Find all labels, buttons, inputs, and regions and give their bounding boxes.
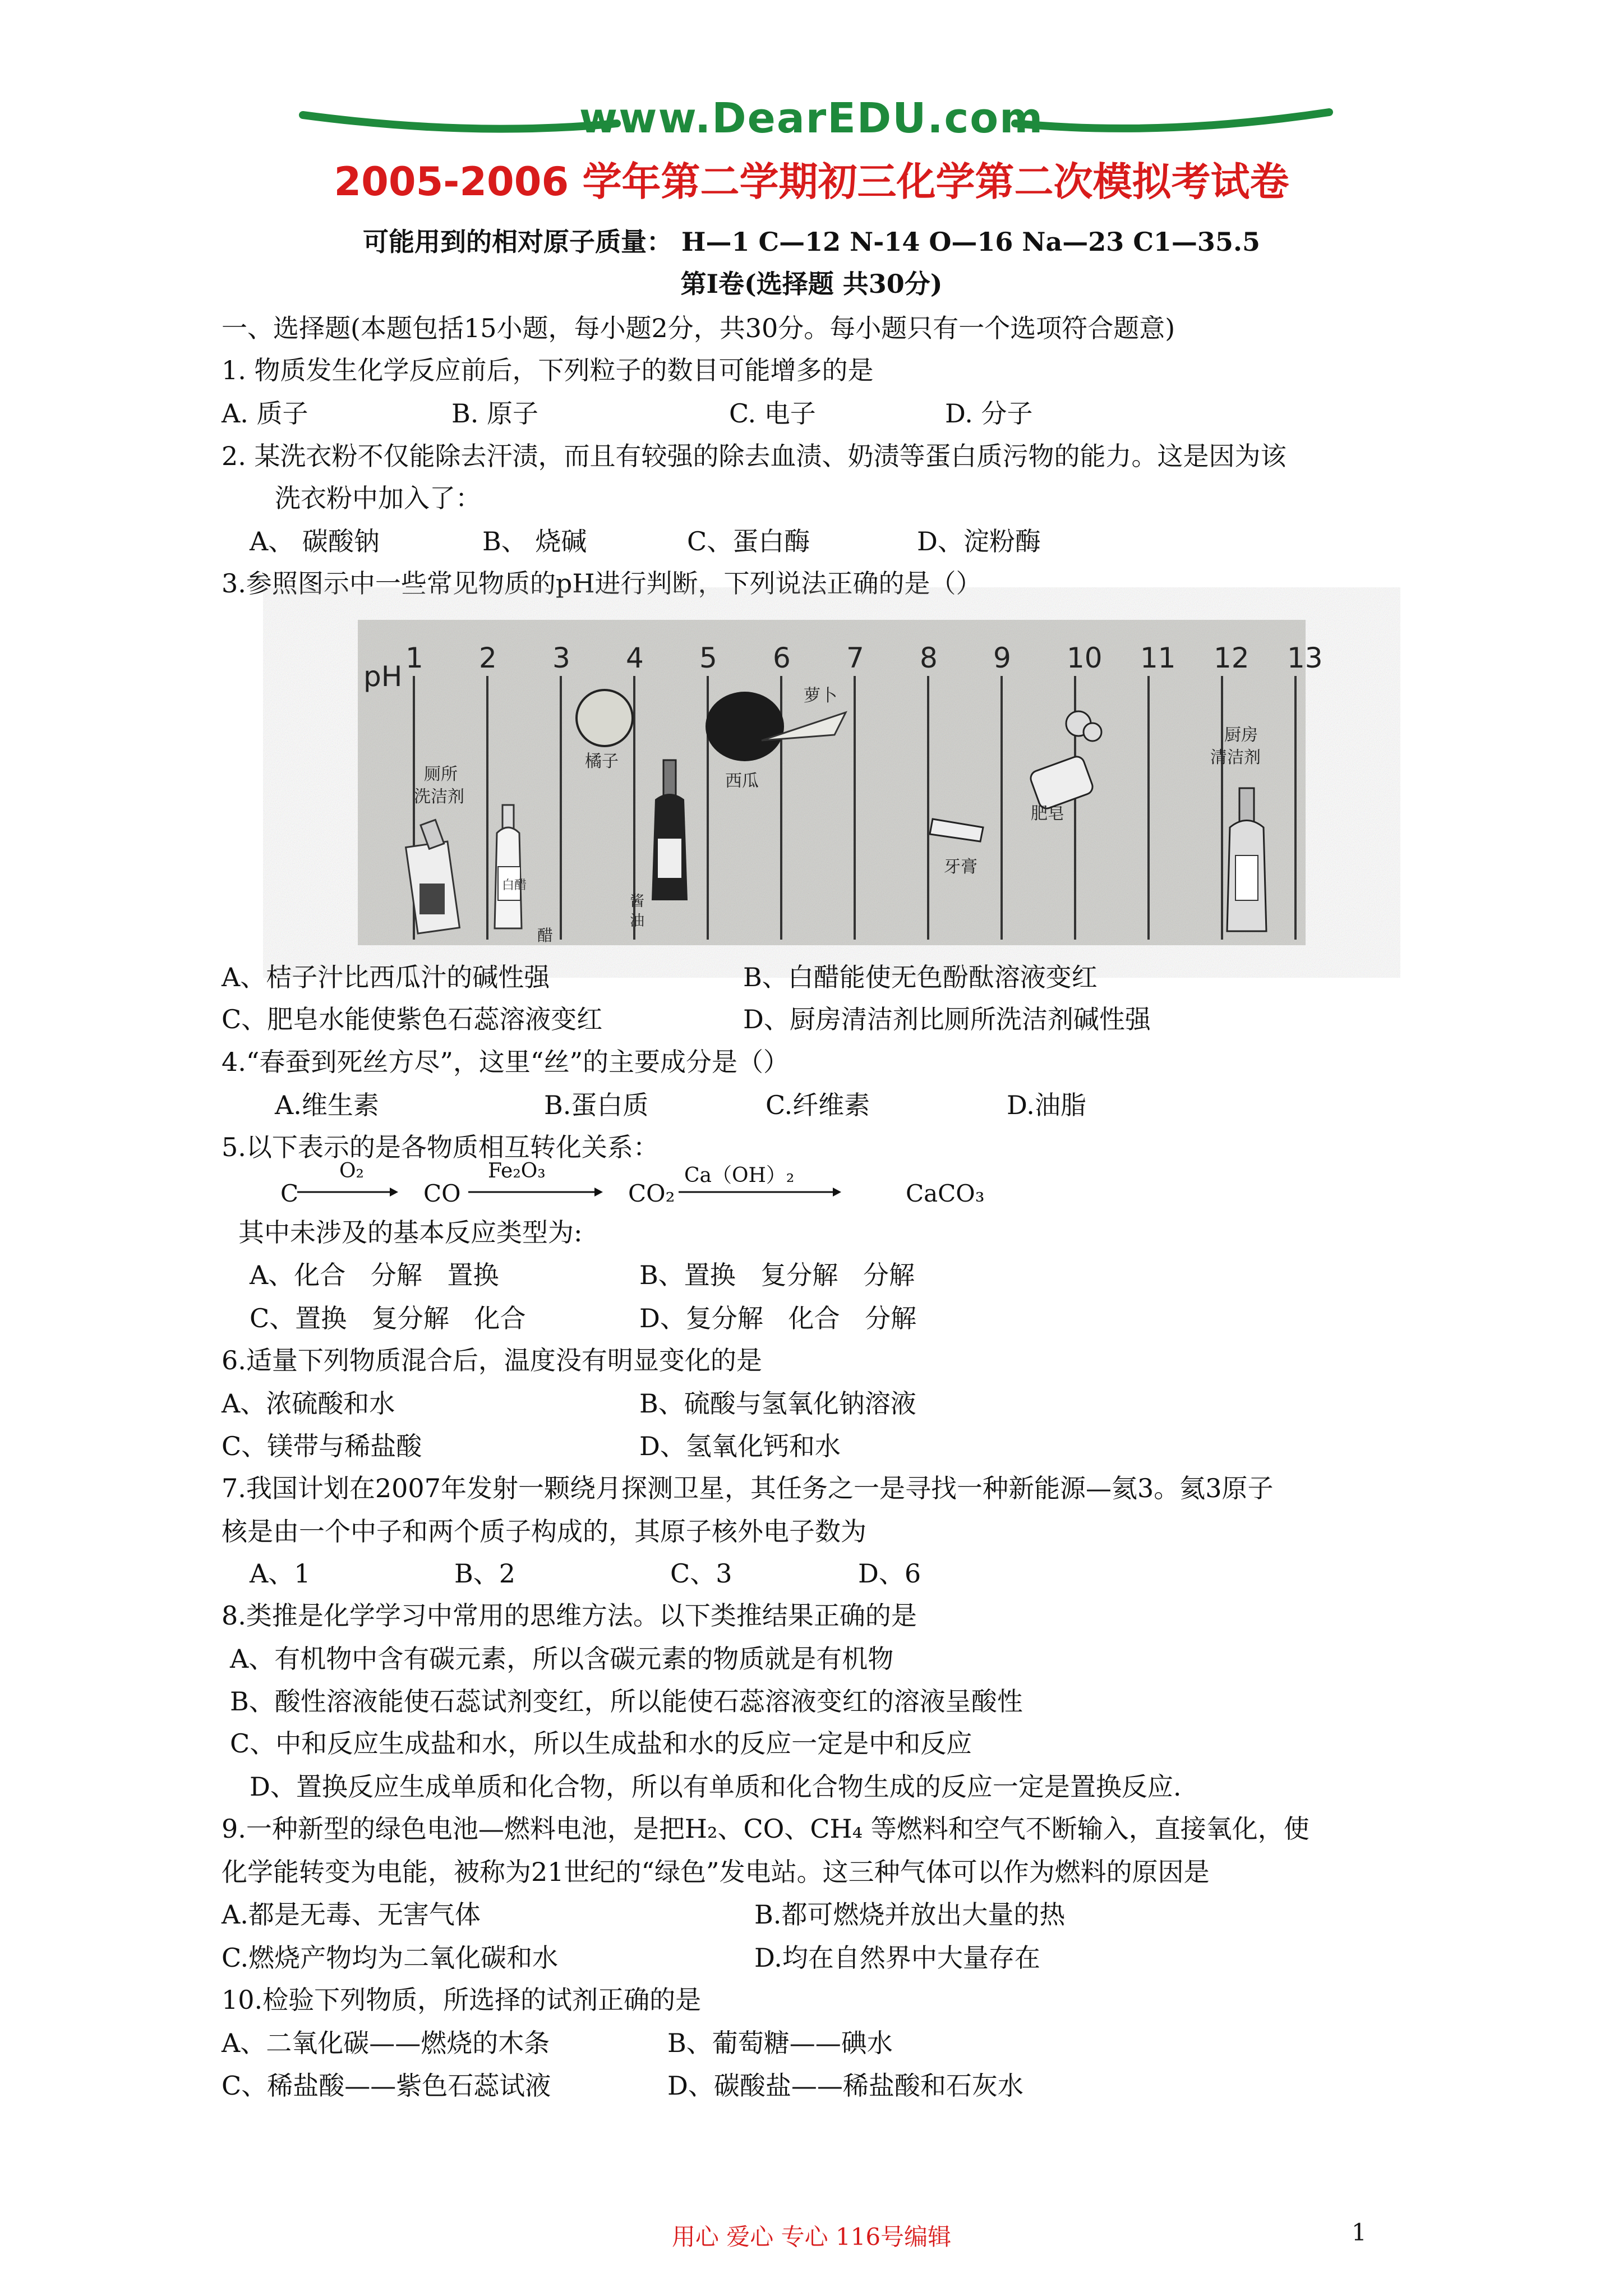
orange-label: 橘子 (585, 752, 619, 771)
q7-option-d: D、6 (858, 1558, 921, 1589)
chain-c: C (280, 1180, 299, 1207)
q1-option-a: A. 质子 (222, 398, 308, 429)
site-logo: www.DearEDU.com (579, 94, 1044, 142)
exam-title: 2005-2006 学年第二学期初三化学第二次模拟考试卷 (334, 159, 1289, 205)
section-heading: 一、选择题(本题包括15小题，每小题2分，共30分。每小题只有一个选项符合题意) (222, 313, 1175, 343)
reaction-chain (280, 1159, 1038, 1214)
q8-option-a: A、有机物中含有碳元素，所以含碳元素的物质就是有机物 (230, 1644, 894, 1674)
ph-tick-2: 2 (479, 642, 497, 674)
ph-tick-9: 9 (993, 642, 1011, 674)
page-footer: 用心 爱心 专心 116号编辑 (671, 2223, 952, 2251)
q5-option-a: A、化合 分解 置换 (250, 1260, 499, 1290)
q10-option-a: A、二氧化碳——燃烧的木条 (222, 2028, 550, 2058)
q10-option-b: B、葡萄糖——碘水 (667, 2028, 893, 2058)
toilet-cleaner-label-1: 厕所 (424, 765, 458, 784)
q10-option-c: C、稀盐酸——紫色石蕊试液 (222, 2070, 551, 2101)
chain-co: CO (423, 1180, 461, 1207)
toothpaste-label: 牙膏 (944, 857, 978, 877)
q6-option-a: A、浓硫酸和水 (222, 1388, 395, 1419)
chain-co2: CO₂ (628, 1180, 675, 1207)
q6-option-b: B、硫酸与氢氧化钠溶液 (639, 1388, 916, 1419)
ph-tick-6: 6 (773, 642, 791, 674)
q4-option-a: A.维生素 (275, 1090, 379, 1120)
q3-option-a: A、桔子汁比西瓜汁的碱性强 (222, 962, 550, 992)
q3-option-c: C、肥皂水能使紫色石蕊溶液变红 (222, 1004, 603, 1034)
q5-option-d: D、复分解 化合 分解 (639, 1303, 917, 1333)
ph-tick-4: 4 (626, 642, 644, 674)
chain-caco3: CaCO₃ (906, 1180, 985, 1207)
q9-stem-line2: 化学能转变为电能，被称为21世纪的“绿色”发电站。这三种气体可以作为燃料的原因是 (222, 1857, 1210, 1887)
ph-tick-8: 8 (920, 642, 938, 674)
soy-label-2: 油 (630, 913, 645, 930)
radish-label: 萝卜 (804, 686, 837, 706)
watermelon-icon (706, 692, 784, 761)
chain-caoh2: Ca（OH）₂ (684, 1164, 795, 1187)
arrow-1 (297, 1186, 398, 1198)
q3-option-d: D、厨房清洁剂比厕所洗洁剂碱性强 (743, 1004, 1151, 1034)
q2-option-a: A、 碳酸钠 (250, 526, 380, 556)
q1-option-d: D. 分子 (945, 398, 1033, 429)
part-title: 第Ⅰ卷(选择题 共30分) (680, 269, 943, 299)
q6-option-c: C、镁带与稀盐酸 (222, 1431, 422, 1461)
q7-option-a: A、1 (250, 1558, 311, 1589)
q1-stem: 1. 物质发生化学反应前后，下列粒子的数目可能增多的是 (222, 355, 874, 385)
soy-label-1: 酱 (630, 893, 645, 910)
toilet-cleaner-label-2: 洗洁剂 (414, 787, 464, 807)
q3-stem: 3.参照图示中一些常见物质的pH进行判断，下列说法正确的是（） (222, 568, 982, 599)
q8-option-d: D、置换反应生成单质和化合物，所以有单质和化合物生成的反应一定是置换反应. (250, 1772, 1182, 1802)
q7-option-c: C、3 (670, 1558, 732, 1589)
q1-option-c: C. 电子 (729, 398, 816, 429)
ph-tick-11: 11 (1140, 642, 1176, 674)
ph-tick-3: 3 (552, 642, 570, 674)
q2-option-b: B、 烧碱 (482, 526, 587, 556)
kitchen-label-1: 厨房 (1224, 725, 1258, 745)
soap-label: 肥皂 (1031, 804, 1064, 823)
q10-option-d: D、碳酸盐——稀盐酸和石灰水 (667, 2070, 1023, 2101)
q2-stem-line1: 2. 某洗衣粉不仅能除去汗渍，而且有较强的除去血渍、奶渍等蛋白质污物的能力。这是因为该 (222, 441, 1287, 471)
q5-stem: 5.以下表示的是各物质相互转化关系： (222, 1132, 659, 1162)
ph-tick-5: 5 (699, 642, 717, 674)
q9-option-c: C.燃烧产物均为二氧化碳和水 (222, 1943, 559, 1973)
q4-option-d: D.油脂 (1007, 1090, 1086, 1120)
ph-tick-10: 10 (1067, 642, 1103, 674)
atomic-masses: 可能用到的相对原子质量： H—1 C—12 N-14 O—16 Na—23 C1—35.5 (363, 227, 1260, 257)
q9-stem-line1: 9.一种新型的绿色电池—燃料电池，是把H₂、CO、CH₄ 等燃料和空气不断输入，直接氧化，使 (222, 1814, 1310, 1844)
q2-option-c: C、蛋白酶 (687, 526, 810, 556)
q5-option-c: C、置换 复分解 化合 (250, 1303, 526, 1333)
q10-stem: 10.检验下列物质，所选择的试剂正确的是 (222, 1985, 702, 2015)
q9-option-d: D.均在自然界中大量存在 (754, 1943, 1040, 1973)
arrow-2 (468, 1186, 603, 1198)
chain-fe2o3: Fe₂O₃ (488, 1159, 546, 1182)
kitchen-label-2: 清洁剂 (1210, 748, 1261, 767)
q4-option-b: B.蛋白质 (544, 1090, 649, 1120)
chain-o2: O₂ (339, 1159, 364, 1182)
ph-figure (358, 620, 1323, 945)
q9-option-b: B.都可燃烧并放出大量的热 (754, 1899, 1066, 1930)
q2-option-d: D、淀粉酶 (917, 526, 1041, 556)
watermelon-label: 西瓜 (725, 771, 759, 791)
q5-substem: 其中未涉及的基本反应类型为: (238, 1217, 583, 1248)
ph-tick-1: 1 (405, 642, 423, 674)
q7-option-b: B、2 (454, 1558, 516, 1589)
q4-option-c: C.纤维素 (766, 1090, 870, 1120)
q5-option-b: B、置换 复分解 分解 (639, 1260, 915, 1290)
svg-text:白醋: 白醋 (502, 878, 527, 892)
q8-option-c: C、中和反应生成盐和水，所以生成盐和水的反应一定是中和反应 (230, 1728, 972, 1759)
q9-option-a: A.都是无毒、无害气体 (222, 1899, 481, 1930)
ph-tick-12: 12 (1214, 642, 1249, 674)
q1-option-b: B. 原子 (451, 398, 539, 429)
q7-stem-line2: 核是由一个中子和两个质子构成的，其原子核外电子数为 (222, 1516, 866, 1547)
vinegar-label: 醋 (537, 926, 554, 945)
q3-option-b: B、白醋能使无色酚酞溶液变红 (743, 962, 1098, 992)
arrow-3 (679, 1186, 841, 1198)
q8-option-b: B、酸性溶液能使石蕊试剂变红，所以能使石蕊溶液变红的溶液呈酸性 (230, 1686, 1023, 1717)
q6-stem: 6.适量下列物质混合后，温度没有明显变化的是 (222, 1345, 762, 1375)
ph-label: pH (363, 660, 403, 693)
q7-stem-line1: 7.我国计划在2007年发射一颗绕月探测卫星，其任务之一是寻找一种新能源—氦3。氦3原子 (222, 1473, 1274, 1503)
q4-stem: 4.“春蚕到死丝方尽”，这里“丝”的主要成分是（） (222, 1047, 789, 1077)
q2-stem-line2: 洗衣粉中加入了： (275, 483, 481, 513)
q6-option-d: D、氢氧化钙和水 (639, 1431, 841, 1461)
page-number: 1 (1352, 2219, 1367, 2246)
ph-tick-13: 13 (1287, 642, 1323, 674)
q8-stem: 8.类推是化学学习中常用的思维方法。以下类推结果正确的是 (222, 1600, 917, 1631)
ph-tick-7: 7 (846, 642, 864, 674)
orange-icon (577, 690, 633, 746)
